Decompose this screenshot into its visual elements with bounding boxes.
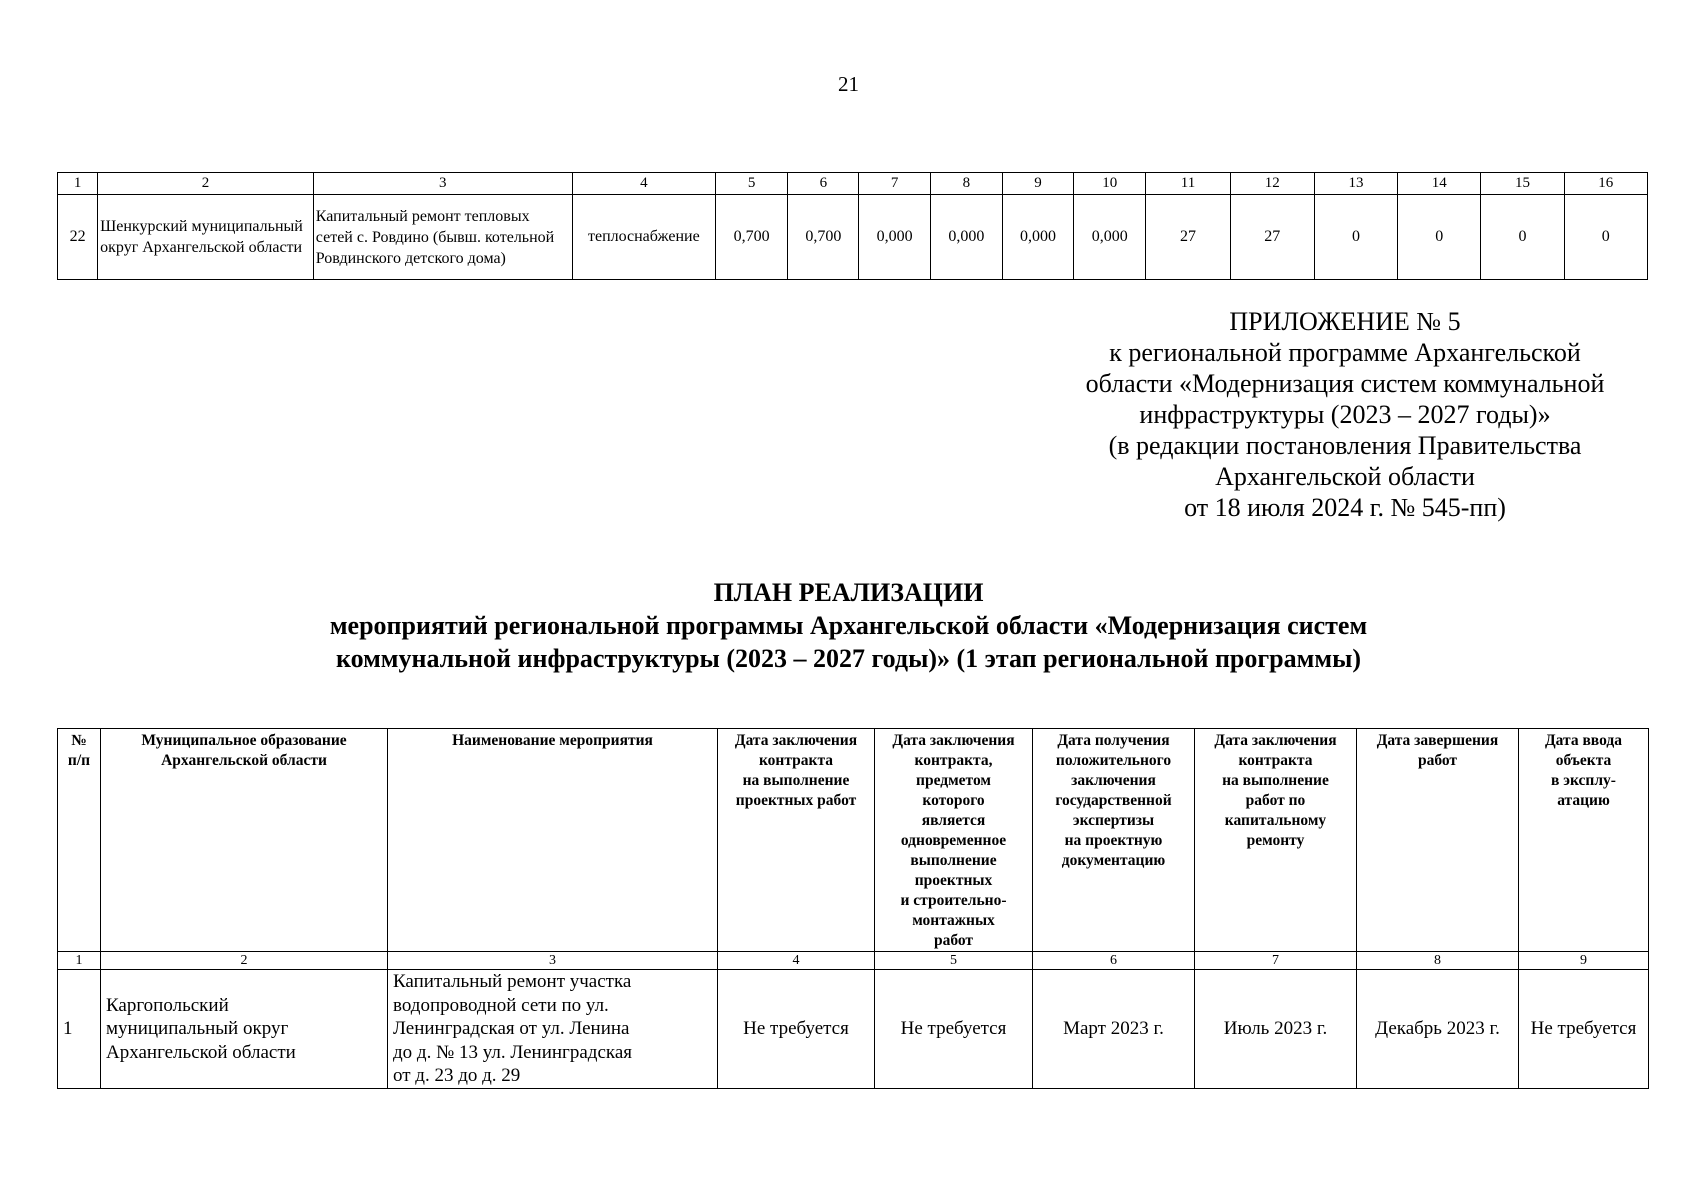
appendix-caption (1040, 306, 1650, 523)
text-line: работ по (1245, 792, 1306, 809)
text-line: объекта (1555, 752, 1612, 769)
text-line: государственной (1055, 792, 1172, 809)
table-cell (101, 970, 388, 1089)
text-line: муниципальный округ (106, 1018, 289, 1039)
table-cell: Шенкурский муниципальный округ Архангельской области (98, 195, 314, 280)
text-line: контракта, (914, 752, 993, 769)
appendix-line: к региональной программе Архангельской (1109, 338, 1581, 367)
text-line: Дата ввода (1545, 732, 1622, 749)
header-cell (1519, 729, 1649, 952)
page-number: 21 (838, 72, 859, 96)
plan-heading: ПЛАН РЕАЛИЗАЦИИ (713, 578, 984, 607)
header-cell (1033, 729, 1195, 952)
column-number: 8 (1357, 952, 1519, 970)
header-text (1195, 731, 1356, 851)
header-cell: 10 (1074, 173, 1146, 195)
text-line: ремонту (1246, 832, 1305, 849)
header-cell: 1 (58, 173, 98, 195)
header-cell (875, 729, 1033, 952)
text-line: на проектную (1064, 832, 1163, 849)
column-number-row (58, 952, 1649, 970)
text-line: работ (1417, 752, 1458, 769)
continued-table (57, 172, 1648, 280)
table-cell: 0,000 (1002, 195, 1073, 280)
header-cell: 4 (572, 173, 715, 195)
text-line: Ленинградская от ул. Ленина (393, 1018, 630, 1039)
table-cell: 0 (1314, 195, 1397, 280)
text-line: предметом (916, 772, 991, 789)
text-line: экспертизы (1072, 812, 1155, 829)
header-cell: 13 (1314, 173, 1397, 195)
header-cell: 11 (1146, 173, 1230, 195)
text-line: проектных (914, 872, 993, 889)
table-cell: Март 2023 г. (1033, 970, 1195, 1089)
appendix-line: Архангельской области (1215, 462, 1475, 491)
text-line: на выполнение (1222, 772, 1329, 789)
header-cell (58, 729, 101, 952)
table-row (58, 195, 1648, 280)
text-line: № (71, 732, 87, 749)
column-number: 5 (875, 952, 1033, 970)
header-text (1033, 731, 1194, 871)
text-line: положительного (1055, 752, 1172, 769)
column-number: 7 (1195, 952, 1357, 970)
table-cell: Не требуется (875, 970, 1033, 1089)
table-cell: 0 (1564, 195, 1647, 280)
column-number: 4 (718, 952, 875, 970)
header-cell: 7 (859, 173, 930, 195)
text-line: Дата заключения (734, 732, 858, 749)
column-number: 6 (1033, 952, 1195, 970)
table-cell: 0,700 (788, 195, 859, 280)
column-number: 2 (101, 952, 388, 970)
table-cell: 0 (1398, 195, 1481, 280)
header-cell: 6 (788, 173, 859, 195)
text-line: работ (933, 932, 974, 949)
text-line: капитальному (1224, 812, 1327, 829)
header-text (101, 731, 387, 771)
header-cell: 9 (1002, 173, 1073, 195)
text-line: п/п (67, 752, 91, 769)
table-cell (388, 970, 718, 1089)
header-cell (388, 729, 718, 952)
appendix-line: (в редакции постановления Правительства (1108, 431, 1582, 460)
header-cell (1195, 729, 1357, 952)
text-line: водопроводной сети по ул. (393, 994, 609, 1016)
text-line: Муниципальное образование (141, 732, 347, 749)
table-cell: 22 (58, 195, 98, 280)
activity-text (393, 970, 717, 1088)
table-cell: 0,000 (1074, 195, 1146, 280)
text-line: Архангельской области (161, 752, 327, 769)
text-line: и строительно- (900, 892, 1007, 909)
appendix-line: области «Модернизация систем коммунальной (1085, 369, 1605, 398)
text-line: заключения (1071, 772, 1156, 789)
table-cell: 0,700 (716, 195, 788, 280)
header-cell: 2 (98, 173, 314, 195)
text-line: контракта (758, 752, 834, 769)
plan-title (0, 576, 1697, 675)
header-cell (718, 729, 875, 952)
text-line: до д. № 13 ул. Ленинградская (393, 1041, 632, 1063)
text-line: Дата завершения (1376, 732, 1499, 749)
text-line: одновременное (900, 832, 1007, 849)
table-cell: 0,000 (859, 195, 930, 280)
header-cell: 16 (1564, 173, 1647, 195)
table-cell: Июль 2023 г. (1195, 970, 1357, 1089)
text-line: проектных работ (735, 792, 857, 809)
text-line: которого (922, 792, 985, 809)
header-text (58, 731, 100, 771)
header-text (718, 731, 874, 811)
plan-subtitle: коммунальной инфраструктуры (2023 – 2027 годы)» (1 этап региональной программы) (335, 644, 1362, 673)
text-line: контракта (1238, 752, 1313, 769)
table-cell: 0 (1481, 195, 1564, 280)
table-cell: теплоснабжение (572, 195, 715, 280)
text-line: является (921, 812, 986, 829)
table-cell: 27 (1146, 195, 1230, 280)
text-line: на выполнение (742, 772, 850, 789)
text-line: Капитальный ремонт участка (393, 971, 632, 992)
header-text (388, 731, 717, 751)
column-number: 3 (388, 952, 718, 970)
text-line: в эксплу- (1551, 772, 1616, 789)
table-cell: 1 (58, 970, 101, 1089)
municipality-text (106, 994, 387, 1065)
header-cell: 3 (313, 173, 572, 195)
table-cell: Капитальный ремонт тепловых сетей с. Ровдино (бывш. котельной Ровдинского детского дома) (313, 195, 572, 280)
plan-table (57, 728, 1649, 1089)
text-line: Дата заключения (1214, 732, 1337, 749)
table-cell: 27 (1230, 195, 1314, 280)
text-line: от д. 23 до д. 29 (393, 1065, 521, 1086)
text-line: монтажных (912, 912, 995, 929)
text-line: Дата получения (1057, 732, 1170, 749)
text-line: Наименование мероприятия (452, 732, 653, 749)
table-header-row (58, 173, 1648, 195)
header-text (875, 731, 1032, 951)
text-line: Дата заключения (892, 732, 1015, 749)
column-number: 1 (58, 952, 101, 970)
plan-subtitle: мероприятий региональной программы Архангельской области «Модернизация систем (329, 611, 1368, 640)
header-cell: 5 (716, 173, 788, 195)
header-cell (1357, 729, 1519, 952)
header-cell (101, 729, 388, 952)
text-line: документацию (1061, 852, 1166, 869)
text-line: Архангельской области (106, 1041, 296, 1063)
text-line: атацию (1557, 792, 1610, 809)
text-line: выполнение (910, 852, 997, 869)
table-cell: Не требуется (1519, 970, 1649, 1089)
text-line: Каргопольский (106, 994, 229, 1016)
column-number: 9 (1519, 952, 1649, 970)
appendix-line: от 18 июля 2024 г. № 545-пп) (1184, 493, 1506, 522)
table-cell: Не требуется (718, 970, 875, 1089)
header-text (1357, 731, 1518, 771)
header-text (1519, 731, 1648, 811)
table-header-row (58, 729, 1649, 952)
table-cell: Декабрь 2023 г. (1357, 970, 1519, 1089)
appendix-line: инфраструктуры (2023 – 2027 годы)» (1139, 400, 1551, 429)
header-cell: 8 (930, 173, 1002, 195)
table-row (58, 970, 1649, 1089)
header-cell: 12 (1230, 173, 1314, 195)
table-cell: 0,000 (930, 195, 1002, 280)
header-cell: 15 (1481, 173, 1564, 195)
appendix-line: ПРИЛОЖЕНИЕ № 5 (1229, 307, 1461, 336)
header-cell: 14 (1398, 173, 1481, 195)
